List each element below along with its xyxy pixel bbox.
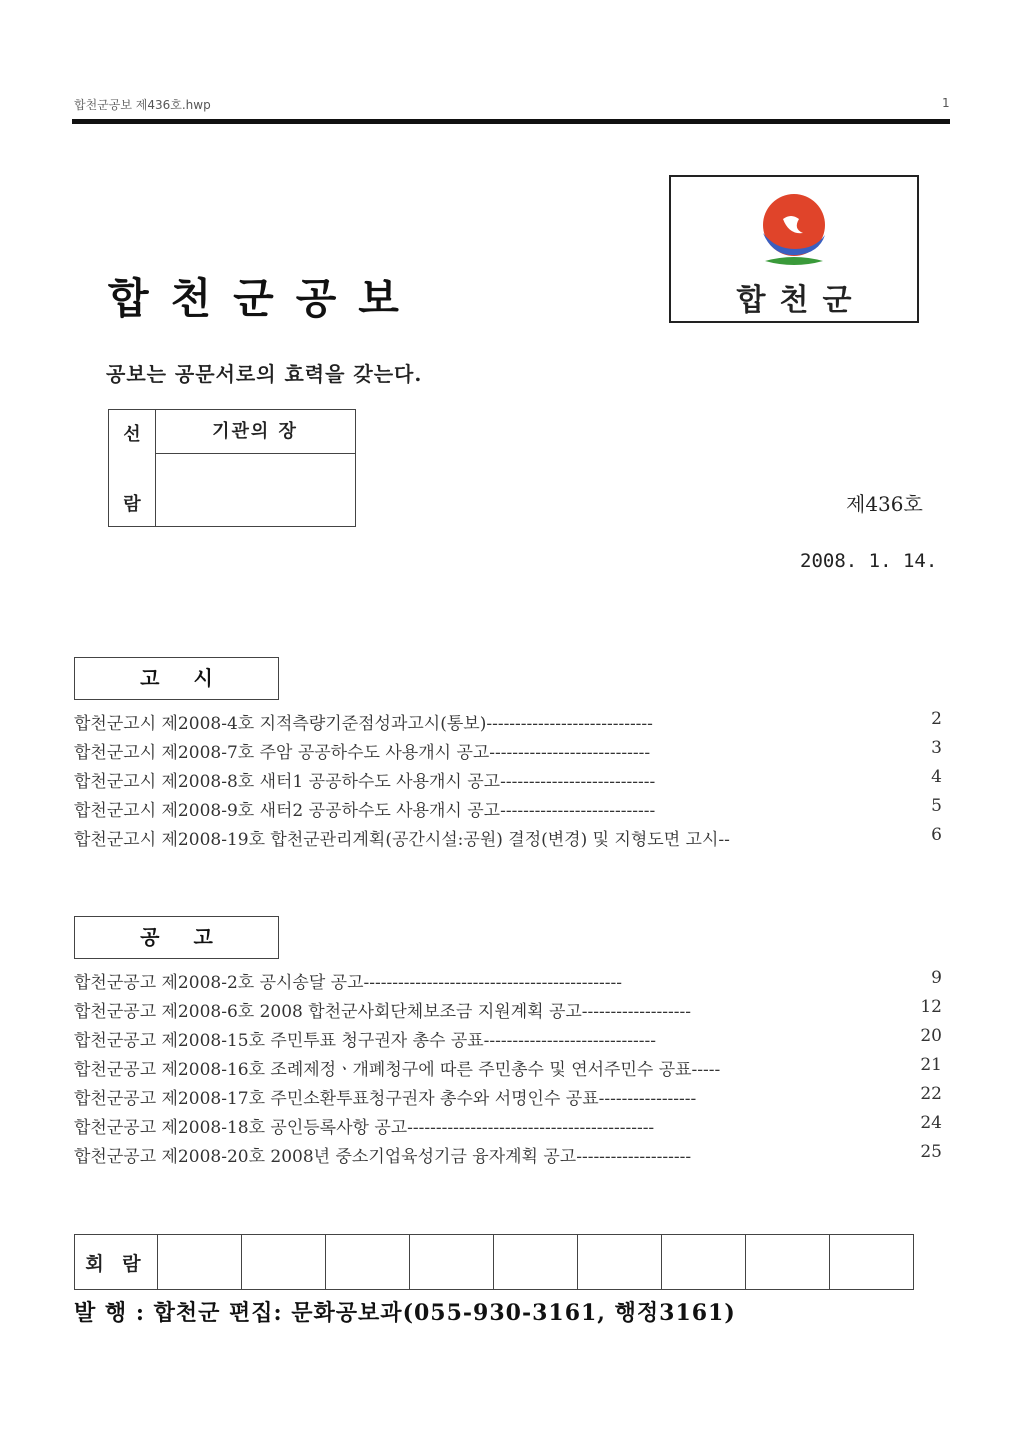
toc-item-title: 합천군고시 제2008-9호 새터2 공공하수도 사용개시 공고--------------------------- [74,801,656,820]
toc-item[interactable] [74,767,942,791]
file-name: 합천군공보 제436호.hwp [74,98,211,112]
header-rule [72,119,950,124]
toc-item-title: 합천군공고 제2008-2호 공시송달 공고--------------------------------------------- [74,973,623,992]
routing-cell [242,1235,326,1290]
publisher-line: 발 행 : 합천군 편집: 문화공보과(055-930-3161, 행정3161) [74,1300,736,1326]
circulation-label-top: 선 [123,424,141,445]
circulation-label-bottom: 람 [123,494,141,515]
toc-item[interactable] [74,709,942,733]
toc-item[interactable] [74,1055,942,1079]
routing-cell [746,1235,830,1290]
section-heading-announcements: 공고 [74,916,279,959]
routing-table [74,1234,914,1290]
toc-item-page: 2 [931,709,942,729]
toc-item[interactable] [74,1084,942,1108]
toc-item-title: 합천군공고 제2008-15호 주민투표 청구권자 총수 공표------------------------------ [74,1031,657,1050]
circulation-header: 기관의 장 [155,410,355,454]
toc-item[interactable] [74,825,942,849]
toc-item-page: 25 [920,1142,942,1162]
toc-item[interactable] [74,1026,942,1050]
toc-item-page: 21 [920,1055,942,1075]
circulation-box [108,409,356,527]
issue-number: 제436호 [846,492,923,516]
routing-label: 회 람 [75,1235,158,1290]
toc-item-page: 20 [920,1026,942,1046]
county-logo [669,175,919,323]
toc-item-title: 합천군공고 제2008-18호 공인등록사항 공고------------------------------------------- [74,1118,655,1137]
toc-item-title: 합천군고시 제2008-7호 주암 공공하수도 사용개시 공고---------------------------- [74,743,651,762]
toc-item[interactable] [74,968,942,992]
toc-item[interactable] [74,738,942,762]
section-heading-notices: 고시 [74,657,279,700]
toc-item-page: 22 [920,1084,942,1104]
gazette-subtitle: 공보는 공문서로의 효력을 갖는다. [106,362,423,386]
toc-item-page: 9 [931,968,942,988]
toc-item-page: 6 [931,825,942,845]
toc-item-title: 합천군공고 제2008-20호 2008년 중소기업육성기금 융자계획 공고-------------------- [74,1147,692,1166]
toc-item-title: 합천군공고 제2008-6호 2008 합천군사회단체보조금 지원계획 공고------------------- [74,1002,691,1021]
toc-item-page: 3 [931,738,942,758]
toc-item-title: 합천군고시 제2008-4호 지적측량기준점성과고시(통보)----------------------------- [74,714,653,733]
logo-text: 합천군 [736,283,866,318]
toc-item-page: 4 [931,767,942,787]
toc-item[interactable] [74,796,942,820]
toc-item[interactable] [74,997,942,1021]
toc-item-page: 5 [931,796,942,816]
issue-date: 2008. 1. 14. [800,550,938,572]
routing-cell [410,1235,494,1290]
toc-item-title: 합천군고시 제2008-8호 새터1 공공하수도 사용개시 공고--------------------------- [74,772,656,791]
county-emblem-icon [753,191,835,277]
page-number: 1 [942,96,950,110]
routing-cell [494,1235,578,1290]
routing-cell [326,1235,410,1290]
toc-item-title: 합천군고시 제2008-19호 합천군관리계획(공간시설:공원) 결정(변경) 및 지형도면 고시-- [74,830,730,849]
routing-cell [578,1235,662,1290]
routing-cell [158,1235,242,1290]
toc-item-page: 12 [920,997,942,1017]
toc-item-title: 합천군공고 제2008-16호 조례제정ㆍ개폐청구에 따른 주민총수 및 연서주민수 공표----- [74,1060,721,1079]
toc-item-title: 합천군공고 제2008-17호 주민소환투표청구권자 총수와 서명인수 공표----------------- [74,1089,697,1108]
toc-item[interactable] [74,1142,942,1166]
toc-item[interactable] [74,1113,942,1137]
routing-cell [830,1235,914,1290]
routing-cell [662,1235,746,1290]
gazette-title: 합천군공보 [108,274,421,323]
toc-item-page: 24 [920,1113,942,1133]
